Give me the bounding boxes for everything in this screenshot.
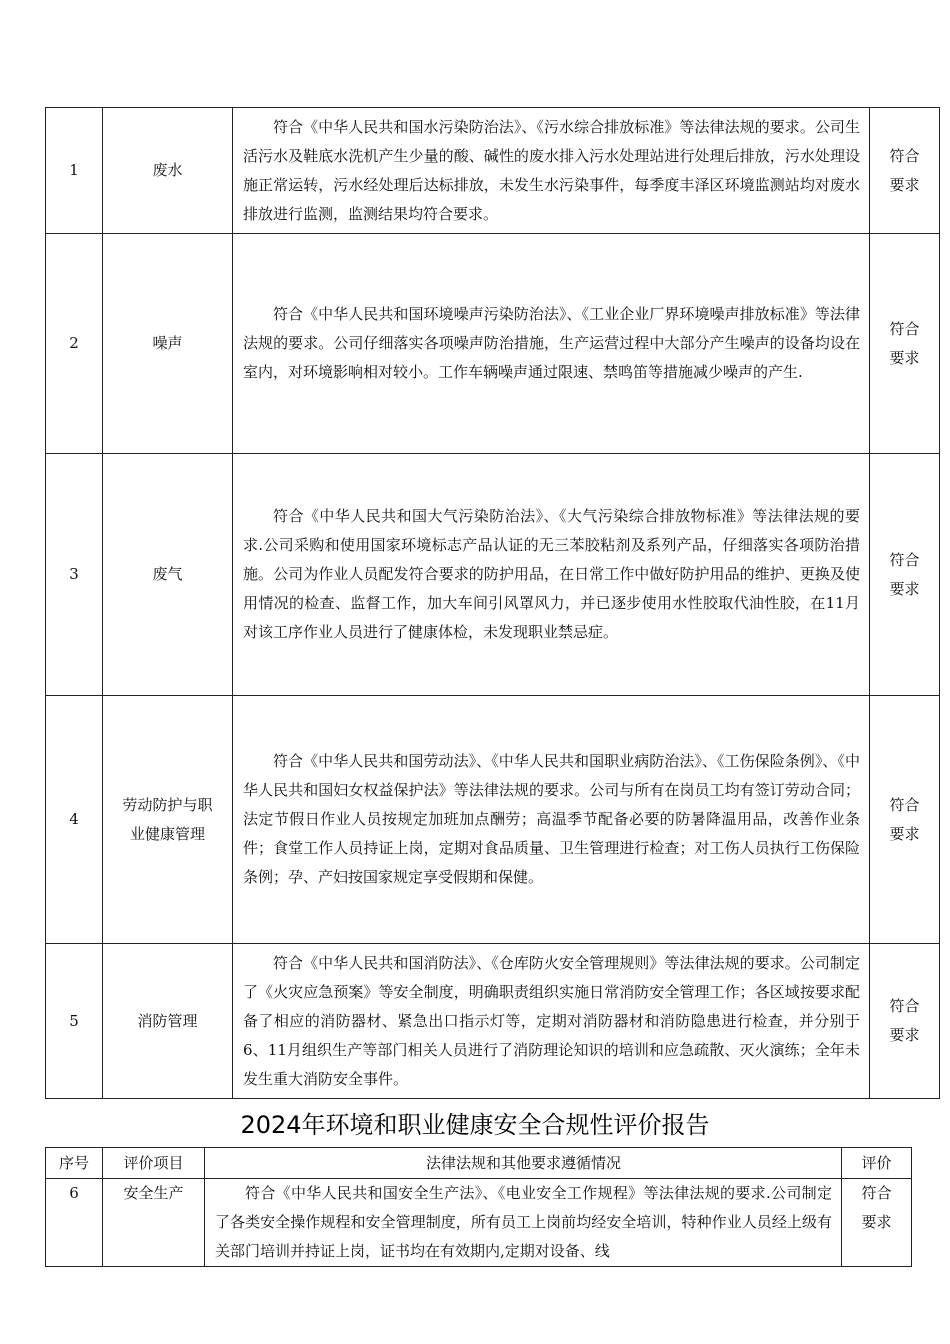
row-number: 1 xyxy=(46,108,103,234)
row-evaluation-text: 符合 要求 xyxy=(889,146,920,194)
row-description xyxy=(233,234,870,454)
row-evaluation xyxy=(870,454,940,696)
row-evaluation xyxy=(870,696,940,944)
header-description: 法律法规和其他要求遵循情况 xyxy=(205,1148,842,1179)
row-evaluation xyxy=(842,1179,912,1267)
row-description xyxy=(233,454,870,696)
row-item: 消防管理 xyxy=(103,944,233,1099)
header-evaluation: 评价 xyxy=(842,1148,912,1179)
table-row xyxy=(46,696,940,944)
row-description-text: 符合《中华人民共和国劳动法》、《中华人民共和国职业病防治法》、《工伤保险条例》、《中华人民共和国妇女权益保护法》等法律法规的要求。公司与所有在岗员工均有签订劳动合同；法定节假日作业人员按规定加班加点酬劳；高温季节配备必要的防暑降温用品，改善作业条件；食堂工作人员持证上岗，定期对食品质量、卫生管理进行检查；对工伤人员执行工伤保险条例；孕、产妇按国家规定享受假期和保健。 xyxy=(243,752,860,886)
row-description-text: 符合《中华人民共和国消防法》、《仓库防火安全管理规则》等法律法规的要求。公司制定了《火灾应急预案》等安全制度，明确职责组织实施日常消防安全管理工作；各区域按要求配备了相应的消防器材、紧急出口指示灯等，定期对消防器材和消防隐患进行检查，并分别于6、11月组织生产等部门相关人员进行了消防理论知识的培训和应急疏散、灭火演练；全年未发生重大消防安全事件。 xyxy=(243,953,860,1088)
row-evaluation-text: 符合 要求 xyxy=(889,319,920,367)
table-row xyxy=(46,108,940,234)
table-row xyxy=(46,234,940,454)
row-description-text: 符合《中华人民共和国环境噪声污染防治法》、《工业企业厂界环境噪声排放标准》等法律法规的要求。公司仔细落实各项噪声防治措施，生产运营过程中大部分产生噪声的设备均设在室内，对环境影响相对较小。工作车辆噪声通过限速、禁鸣笛等措施减少噪声的产生. xyxy=(243,305,860,381)
header-number: 序号 xyxy=(46,1148,103,1179)
page-title: 2024年环境和职业健康安全合规性评价报告 xyxy=(240,1111,710,1139)
row-evaluation-text: 符合 要求 xyxy=(889,550,920,598)
row-number: 3 xyxy=(46,454,103,696)
row-item xyxy=(103,696,233,944)
row-item: 废气 xyxy=(103,454,233,696)
row-item-text: 劳动防护与职业健康管理 xyxy=(122,795,213,843)
row-description xyxy=(233,696,870,944)
row-item: 废水 xyxy=(103,108,233,234)
table-header-row xyxy=(46,1148,912,1179)
row-evaluation xyxy=(870,944,940,1099)
row-evaluation-text: 符合 要求 xyxy=(889,997,920,1044)
row-evaluation-text: 符合 要求 xyxy=(889,795,920,843)
row-item: 安全生产 xyxy=(103,1179,205,1267)
table-row xyxy=(46,944,940,1099)
table-row xyxy=(46,1179,912,1267)
row-evaluation-text: 符合 要求 xyxy=(861,1184,892,1231)
row-evaluation xyxy=(870,234,940,454)
compliance-table-top xyxy=(45,107,940,1099)
row-number: 6 xyxy=(46,1179,103,1267)
row-evaluation xyxy=(870,108,940,234)
row-number: 5 xyxy=(46,944,103,1099)
compliance-table-bottom xyxy=(45,1147,912,1267)
row-item: 噪声 xyxy=(103,234,233,454)
row-description xyxy=(205,1179,842,1267)
table-row xyxy=(46,454,940,696)
row-description-text: 符合《中华人民共和国安全生产法》、《电业安全工作规程》等法律法规的要求.公司制定了各类安全操作规程和安全管理制度，所有员工上岗前均经安全培训，特种作业人员经上级有关部门培训并持证上岗，证书均在有效期内,定期对设备、线 xyxy=(215,1184,832,1260)
row-number: 2 xyxy=(46,234,103,454)
row-description-text: 符合《中华人民共和国水污染防治法》、《污水综合排放标准》等法律法规的要求。公司生活污水及鞋底水洗机产生少量的酸、碱性的废水排入污水处理站进行处理后排放，污水处理设施正常运转，污水经处理后达标排放，未发生水污染事件，每季度丰泽区环境监测站均对废水排放进行监测，监测结果均符合要求。 xyxy=(243,117,860,223)
row-description xyxy=(233,944,870,1099)
row-description-text: 符合《中华人民共和国大气污染防治法》、《大气污染综合排放物标准》等法律法规的要求.公司采购和使用国家环境标志产品认证的无三苯胶粘剂及系列产品，仔细落实各项防治措施。公司为作业人员配发符合要求的防护用品，在日常工作中做好防护用品的维护、更换及使用情况的检查、监督工作，加大车间引风罩风力，并已逐步使用水性胶取代油性胶，在11月对该工序作业人员进行了健康体检，未发现职业禁忌症。 xyxy=(243,507,860,641)
header-item: 评价项目 xyxy=(103,1148,205,1179)
row-number: 4 xyxy=(46,696,103,944)
row-description xyxy=(233,108,870,234)
